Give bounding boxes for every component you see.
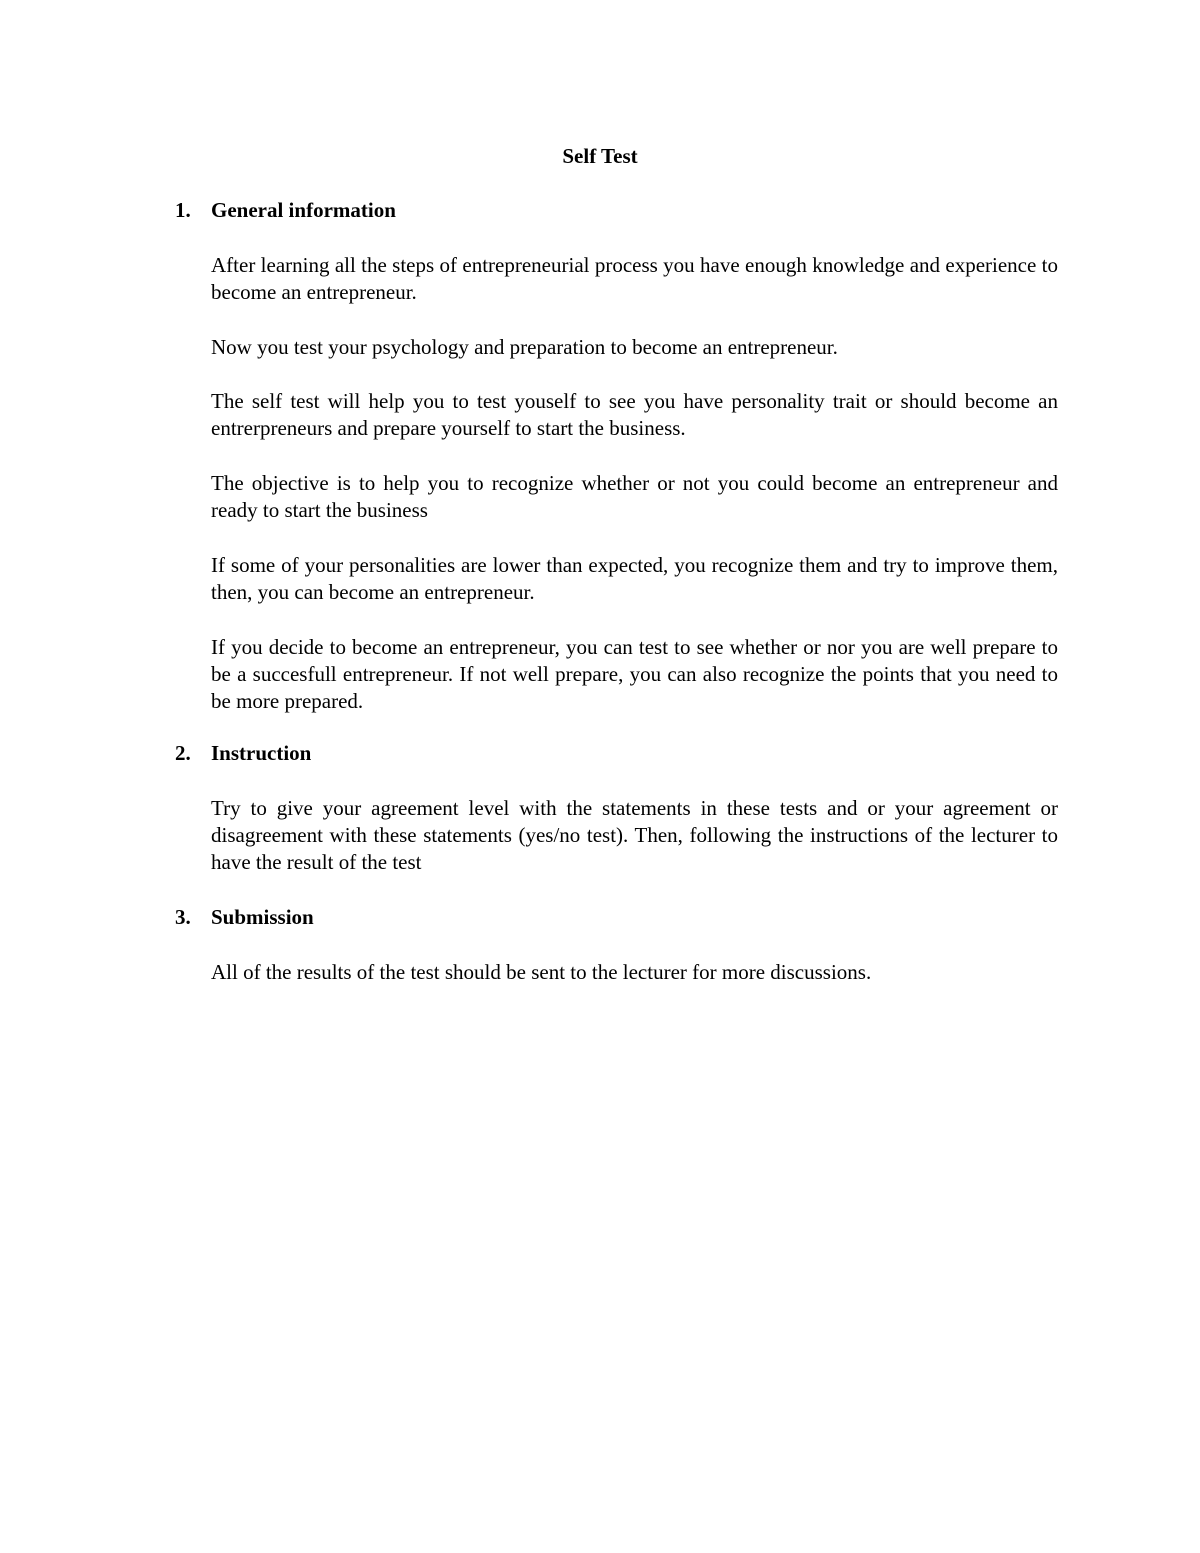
paragraph: If you decide to become an entrepreneur, you can test to see whether or nor you are well prepare to be a succesfull entrepreneur. If not well prepare, you can also recognize the points that you need to be more prepared. bbox=[211, 635, 1058, 713]
section-number: 2. bbox=[175, 741, 191, 765]
section-heading-general-information bbox=[175, 197, 396, 224]
document-title: Self Test bbox=[562, 144, 638, 168]
section-title: Instruction bbox=[211, 741, 312, 765]
paragraph: If some of your personalities are lower than expected, you recognize them and try to improve them, then, you can become an entrepreneur. bbox=[211, 553, 1058, 604]
section-number: 3. bbox=[175, 905, 191, 929]
paragraph: Now you test your psychology and preparation to become an entrepreneur. bbox=[211, 335, 838, 359]
section-heading-submission bbox=[175, 904, 314, 931]
section-number: 1. bbox=[175, 198, 191, 222]
paragraph: All of the results of the test should be sent to the lecturer for more discussions. bbox=[211, 960, 872, 984]
paragraph: The self test will help you to test youself to see you have personality trait or should become an entrerpreneurs and prepare yourself to start the business. bbox=[211, 389, 1058, 440]
paragraph: Try to give your agreement level with the statements in these tests and or your agreement or disagreement with these statements (yes/no test). Then, following the instructions of the lecturer to have the result of the test bbox=[211, 796, 1058, 874]
paragraph: After learning all the steps of entrepreneurial process you have enough knowledge and experience to become an entrepreneur. bbox=[211, 253, 1058, 304]
section-title: Submission bbox=[211, 905, 314, 929]
section-title: General information bbox=[211, 198, 396, 222]
section-heading-instruction bbox=[175, 740, 311, 767]
paragraph: The objective is to help you to recognize whether or not you could become an entrepreneur and ready to start the business bbox=[211, 471, 1058, 522]
